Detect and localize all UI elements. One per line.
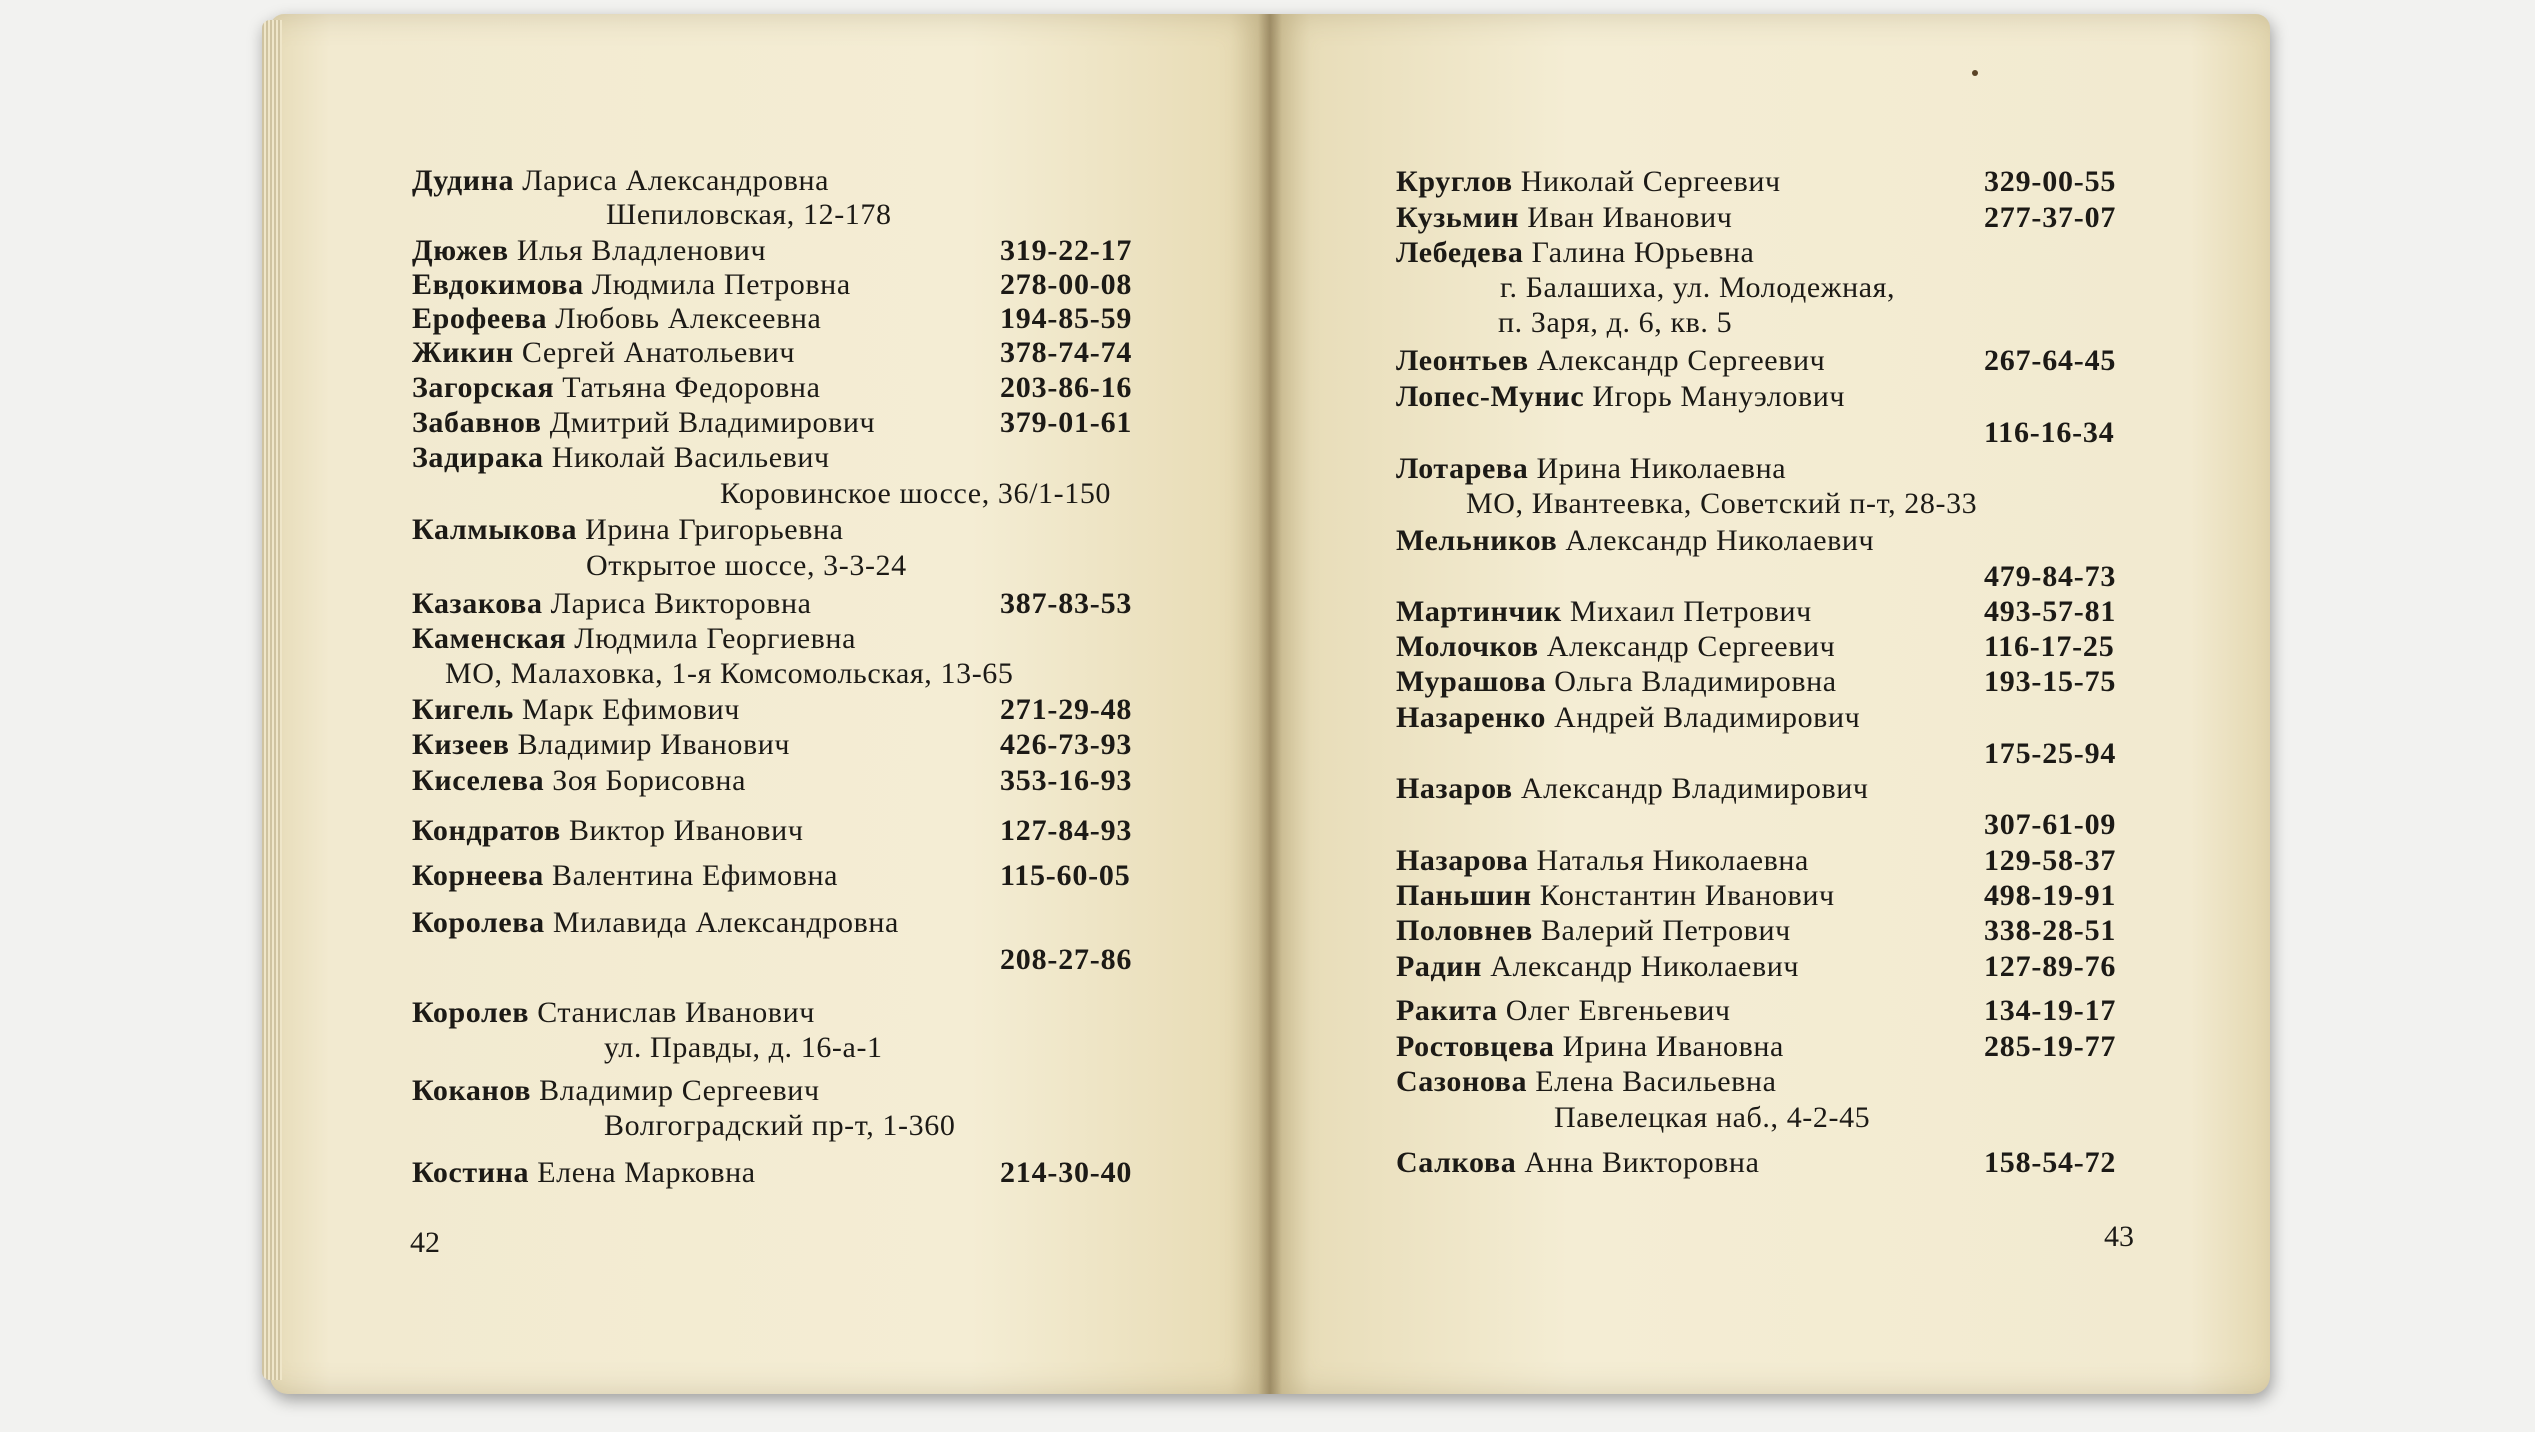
entry-name: Молочков Александр Сергеевич bbox=[1396, 630, 1836, 663]
entry-name: Ростовцева Ирина Ивановна bbox=[1396, 1030, 1784, 1063]
entry-name: Киселева Зоя Борисовна bbox=[412, 764, 746, 797]
page-number: 42 bbox=[410, 1226, 440, 1259]
entry-name: Лотарева Ирина Николаевна bbox=[1396, 452, 1787, 485]
entry-name: Кигель Марк Ефимович bbox=[412, 693, 740, 726]
entry-phone: 277-37-07 bbox=[1984, 201, 2117, 234]
ink-speck bbox=[1972, 70, 1978, 76]
entry-address: ул. Правды, д. 16-а-1 bbox=[604, 1031, 883, 1064]
entry-phone: 493-57-81 bbox=[1984, 595, 2117, 628]
entry-name: Корнеева Валентина Ефимовна bbox=[412, 859, 839, 892]
entry-phone: 194-85-59 bbox=[1000, 302, 1133, 335]
entry-name: Коканов Владимир Сергеевич bbox=[412, 1074, 820, 1107]
entry-name: Мельников Александр Николаевич bbox=[1396, 524, 1875, 557]
entry-phone: 319-22-17 bbox=[1000, 234, 1133, 267]
entry-name: Круглов Николай Сергеевич bbox=[1396, 165, 1781, 198]
entry-name: Кондратов Виктор Иванович bbox=[412, 814, 804, 847]
entry-name: Сазонова Елена Васильевна bbox=[1396, 1065, 1777, 1098]
entry-name: Назарова Наталья Николаевна bbox=[1396, 844, 1809, 877]
entry-name: Леонтьев Александр Сергеевич bbox=[1396, 344, 1826, 377]
entry-name: Паньшин Константин Иванович bbox=[1396, 879, 1835, 912]
entry-name: Лебедева Галина Юрьевна bbox=[1396, 236, 1755, 269]
entry-name: Забавнов Дмитрий Владимирович bbox=[412, 406, 876, 439]
entry-phone: 116-16-34 bbox=[1984, 416, 2115, 449]
entry-phone: 193-15-75 bbox=[1984, 665, 2117, 698]
entry-address: Коровинское шоссе, 36/1-150 bbox=[720, 477, 1112, 510]
entry-phone: 307-61-09 bbox=[1984, 808, 2117, 841]
entry-phone: 208-27-86 bbox=[1000, 943, 1133, 976]
entry-phone: 115-60-05 bbox=[1000, 859, 1131, 892]
entry-phone: 387-83-53 bbox=[1000, 587, 1133, 620]
entry-phone: 175-25-94 bbox=[1984, 737, 2117, 770]
entry-name: Задирака Николай Васильевич bbox=[412, 441, 830, 474]
entry-address: Павелецкая наб., 4-2-45 bbox=[1554, 1101, 1871, 1134]
entry-name: Мурашова Ольга Владимировна bbox=[1396, 665, 1837, 698]
entry-address: Шепиловская, 12-178 bbox=[606, 198, 892, 231]
entry-name: Жикин Сергей Анатольевич bbox=[412, 336, 796, 369]
entry-name: Лопес-Мунис Игорь Мануэлович bbox=[1396, 380, 1846, 413]
entry-name: Костина Елена Марковна bbox=[412, 1156, 756, 1189]
open-book bbox=[270, 14, 2270, 1394]
entry-address-line2: п. Заря, д. 6, кв. 5 bbox=[1498, 306, 1733, 339]
entry-phone: 379-01-61 bbox=[1000, 406, 1133, 439]
entry-phone: 426-73-93 bbox=[1000, 728, 1133, 761]
entry-address: МО, Малаховка, 1-я Комсомольская, 13-65 bbox=[445, 657, 1014, 690]
entry-address: Открытое шоссе, 3-3-24 bbox=[586, 549, 907, 582]
entry-phone: 214-30-40 bbox=[1000, 1156, 1133, 1189]
entry-name: Кузьмин Иван Иванович bbox=[1396, 201, 1733, 234]
entry-phone: 203-86-16 bbox=[1000, 371, 1133, 404]
entry-name: Половнев Валерий Петрович bbox=[1396, 914, 1791, 947]
entry-name: Королев Станислав Иванович bbox=[412, 996, 815, 1029]
entry-phone: 134-19-17 bbox=[1984, 994, 2117, 1027]
entry-name: Каменская Людмила Георгиевна bbox=[412, 622, 856, 655]
entry-name: Ерофеева Любовь Алексеевна bbox=[412, 302, 822, 335]
entry-name: Мартинчик Михаил Петрович bbox=[1396, 595, 1812, 628]
entry-name: Дудина Лариса Александровна bbox=[412, 164, 830, 197]
entry-name: Кизеев Владимир Иванович bbox=[412, 728, 791, 761]
entry-name: Салкова Анна Викторовна bbox=[1396, 1146, 1760, 1179]
left-page bbox=[270, 14, 1270, 1394]
entry-phone: 129-58-37 bbox=[1984, 844, 2117, 877]
entry-name: Загорская Татьяна Федоровна bbox=[412, 371, 821, 404]
entry-phone: 285-19-77 bbox=[1984, 1030, 2117, 1063]
entry-phone: 338-28-51 bbox=[1984, 914, 2117, 947]
right-page bbox=[1270, 14, 2270, 1394]
entry-address: г. Балашиха, ул. Молодежная, bbox=[1500, 271, 1896, 304]
entry-name: Королева Милавида Александровна bbox=[412, 906, 899, 939]
entry-name: Казакова Лариса Викторовна bbox=[412, 587, 812, 620]
entry-phone: 127-89-76 bbox=[1984, 950, 2117, 983]
entry-name: Назаренко Андрей Владимирович bbox=[1396, 701, 1861, 734]
entry-phone: 353-16-93 bbox=[1000, 764, 1133, 797]
entry-name: Евдокимова Людмила Петровна bbox=[412, 268, 851, 301]
entry-name: Назаров Александр Владимирович bbox=[1396, 772, 1869, 805]
entry-address: МО, Ивантеевка, Советский п-т, 28-33 bbox=[1466, 487, 1978, 520]
entry-phone: 267-64-45 bbox=[1984, 344, 2117, 377]
entry-name: Ракита Олег Евгеньевич bbox=[1396, 994, 1731, 1027]
book-gutter bbox=[1258, 14, 1282, 1394]
entry-phone: 498-19-91 bbox=[1984, 879, 2117, 912]
entry-name: Калмыкова Ирина Григорьевна bbox=[412, 513, 844, 546]
entry-phone: 127-84-93 bbox=[1000, 814, 1133, 847]
entry-address: Волгоградский пр-т, 1-360 bbox=[604, 1109, 956, 1142]
entry-phone: 116-17-25 bbox=[1984, 630, 2115, 663]
page-edges bbox=[262, 20, 282, 1380]
entry-phone: 278-00-08 bbox=[1000, 268, 1133, 301]
entry-name: Дюжев Илья Владленович bbox=[412, 234, 767, 267]
entry-phone: 378-74-74 bbox=[1000, 336, 1133, 369]
entry-phone: 271-29-48 bbox=[1000, 693, 1133, 726]
entry-phone: 479-84-73 bbox=[1984, 560, 2117, 593]
page-number: 43 bbox=[2104, 1220, 2134, 1253]
entry-phone: 329-00-55 bbox=[1984, 165, 2117, 198]
entry-phone: 158-54-72 bbox=[1984, 1146, 2117, 1179]
entry-name: Радин Александр Николаевич bbox=[1396, 950, 1800, 983]
